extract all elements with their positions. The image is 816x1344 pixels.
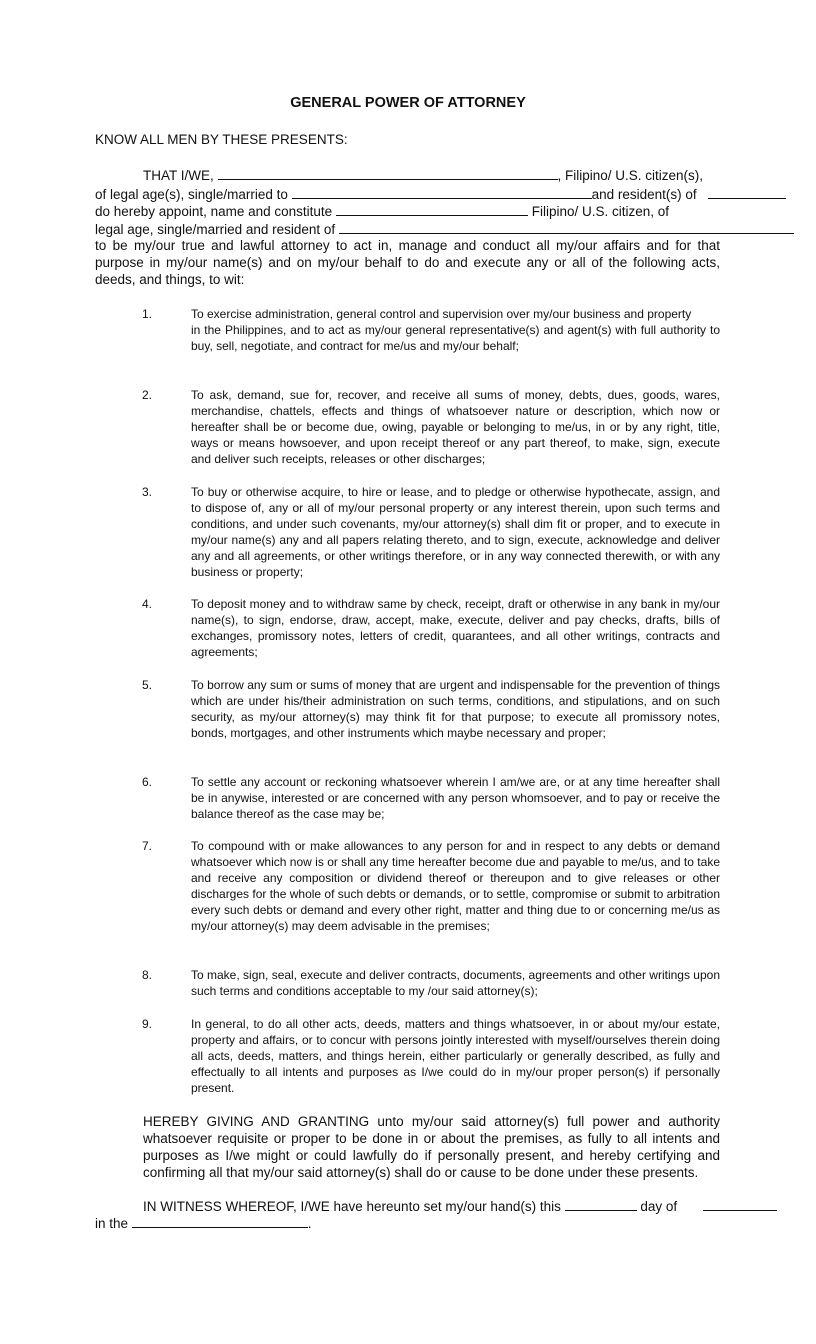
grantor-name-blank[interactable] — [218, 166, 558, 180]
item-text: To make, sign, seal, execute and deliver contracts, documents, agreements and other writings upon such terms and conditions acceptable to my /our said attorney(s); — [191, 968, 720, 998]
witness-day-blank[interactable] — [565, 1197, 637, 1211]
item-text: To ask, demand, sue for, recover, and receive all sums of money, debts, dues, goods, wares, merchandise, chattels, effects and things of whatsoever nature or description, which now or hereafter shall be or become due, owing, payable or belonging to me/us, in or by any right, title, ways or means howsoever, and upon receipt thereof or any part thereof, to make, sign, execute and deliver such receipts, releases or other discharges; — [191, 388, 720, 466]
witness-day-label: day of — [640, 1199, 678, 1214]
attorney-residence-blank[interactable] — [339, 220, 794, 234]
item-text: To deposit money and to withdraw same by check, receipt, draft or otherwise in any bank in my/our name(s), to sign, endorse, draw, accept, make, execute, deliver and pay checks, drafts, bills of exchanges, promissory notes, letters of credit, quarantees, and all other writings, contracts and agreements; — [191, 597, 720, 659]
item-number: 3. — [142, 485, 153, 499]
item-number: 4. — [142, 597, 153, 611]
document-title: GENERAL POWER OF ATTORNEY — [290, 95, 526, 111]
appoint-label: do hereby appoint, name and constitute — [95, 204, 333, 219]
item-number: 8. — [142, 968, 153, 982]
item-text: To compound with or make allowances to any person for and in respect to any debts or demand whatsoever which now is or shall any time hereafter become due and payable to me/us, and to take and receive any composition or dividend thereof or thereupon and to give releases or other discharges for the whole of such debts or demands, or to settle, compromise or submit to arbitration every such debts or demand and every other right, matter and thing due to or concerning me/us as my/our attorney(s) may deem advisable in the premises; — [191, 839, 720, 933]
item-number: 2. — [142, 388, 153, 402]
authority-paragraph: to be my/our true and lawful attorney to act in, manage and conduct all my/our affairs and for that purpose in my/our name(s) and on my/our behalf to do and execute any or all of the following acts, deeds, and things, to wit: — [95, 238, 720, 287]
spouse-name-blank[interactable] — [292, 185, 592, 199]
item-number: 5. — [142, 678, 153, 692]
place-period: . — [307, 1216, 312, 1231]
residence-blank[interactable] — [708, 185, 786, 199]
grantor-line — [143, 166, 703, 183]
residence-label: and resident(s) of — [591, 187, 697, 202]
appoint-line — [95, 202, 669, 219]
item-text: To borrow any sum or sums of money that are urgent and indispensable for the prevention of things which are under his/their administration on such terms, conditions, and stipulations, and on such security, as my/our attorney(s) may think fit for that purpose; to execute all promissory notes, bonds, mortgages, and other instruments which maybe necessary and proper; — [191, 678, 720, 740]
attorney-citizenship: Filipino/ U.S. citizen, of — [531, 204, 670, 219]
witness-month-blank[interactable] — [703, 1197, 777, 1211]
attorney-residence-label: legal age, single/married and resident of — [95, 222, 336, 237]
marital-line — [95, 185, 786, 202]
marital-label: of legal age(s), single/married to — [95, 187, 288, 202]
item-text: In general, to do all other acts, deeds, matters and things whatsoever, in or about my/our estate, property and affairs, or to concur with persons jointly interested with myself/ourselves therein doing all acts, deeds, matters, and things herein, either particularly or generally described, as fully and effectually to all intents and purposes as I/we could do in my/our proper person(s) if personally present. — [191, 1017, 720, 1095]
attorney-residence-line — [95, 220, 794, 237]
opening-line: KNOW ALL MEN BY THESE PRESENTS: — [95, 132, 348, 147]
place-label: in the — [95, 1216, 129, 1231]
item-number: 6. — [142, 775, 153, 789]
item-text: To exercise administration, general control and supervision over my/our business and property in the Philippines, and to act as my/our general representative(s) and agent(s) with full authority to buy, sell, negotiate, and contract for me/us and my/our behalf; — [191, 307, 720, 353]
attorney-name-blank[interactable] — [336, 202, 528, 216]
item-number: 1. — [142, 307, 153, 321]
item-text: To settle any account or reckoning whatsoever wherein I am/we are, or at any time hereafter shall be in anywise, interested or are concerned with any person whomsoever, and to pay or receive the balance thereof as the case may be; — [191, 775, 720, 821]
witness-label: IN WITNESS WHEREOF, I/WE have hereunto set my/our hand(s) this — [143, 1199, 561, 1214]
grantor-label: THAT I/WE, — [143, 168, 214, 183]
witness-line — [143, 1197, 777, 1214]
place-blank[interactable] — [132, 1214, 308, 1228]
item-number: 9. — [142, 1017, 153, 1031]
place-line — [95, 1214, 312, 1231]
granting-paragraph: HEREBY GIVING AND GRANTING unto my/our said attorney(s) full power and authority whatsoever requisite or proper to be done in or about the premises, as fully to all intents and purposes as I/we might or could lawfully do if personally present, and hereby certifying and confirming all that my/our said attorney(s) shall do or cause to be done under these presents. — [143, 1114, 720, 1180]
item-number: 7. — [142, 839, 153, 853]
grantor-citizenship: , Filipino/ U.S. citizen(s), — [557, 168, 704, 183]
item-text: To buy or otherwise acquire, to hire or lease, and to pledge or otherwise hypothecate, assign, and to dispose of, any or all of my/our personal property or any interest therein, upon such terms and conditions, and under such covenants, my/our attorney(s) shall dim fit or proper, and to execute in my/our name(s) any and all papers relating thereto, and to sign, execute, acknowledge and deliver any and all agreements, or other writings therefore, or in any way connected therewith, or with any business or property; — [191, 485, 720, 579]
